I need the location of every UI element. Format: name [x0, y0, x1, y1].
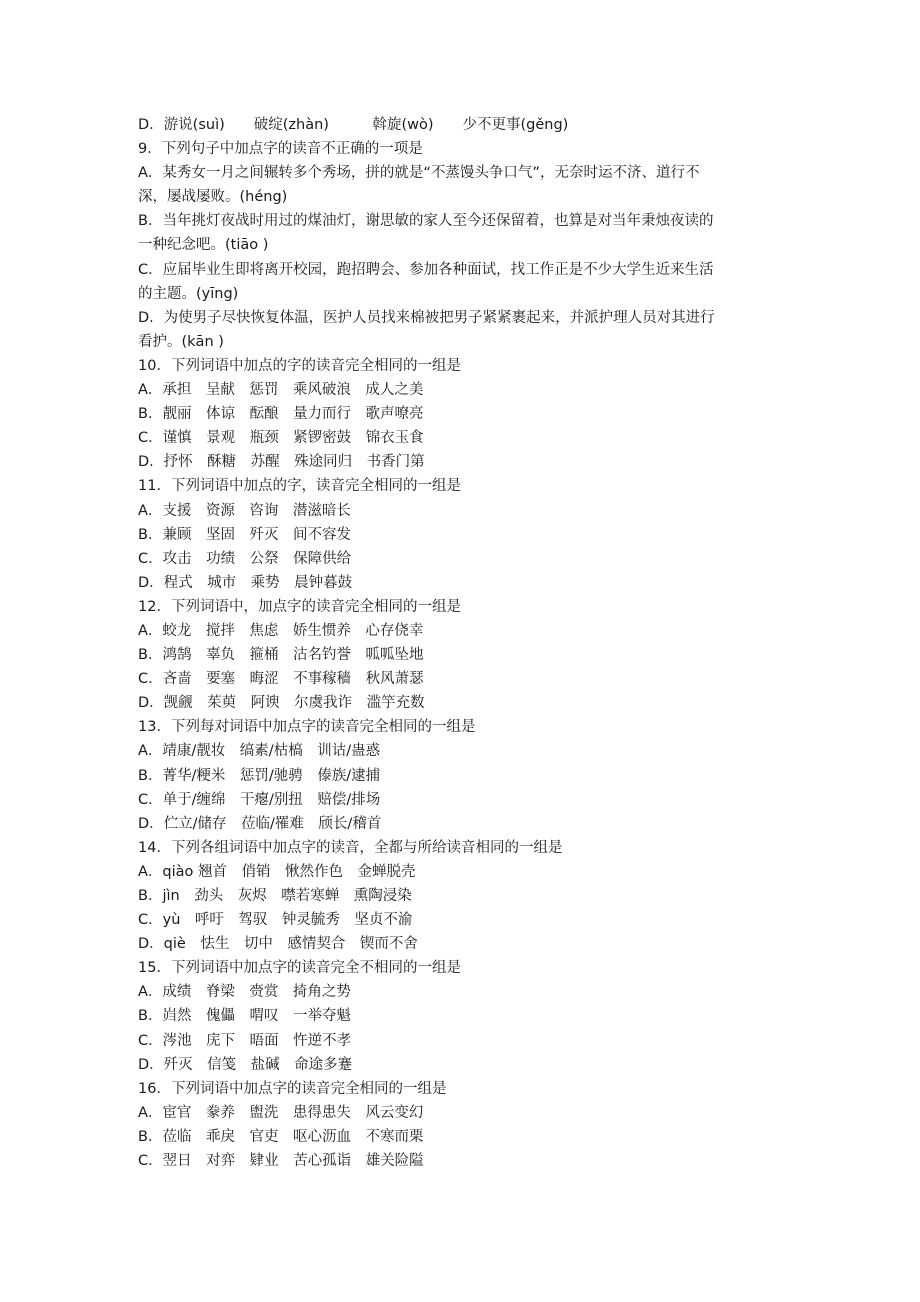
text-line: C．应届毕业生即将离开校园，跑招聘会、参加各种面试，找工作正是不少大学生近来生活	[138, 261, 714, 278]
text-line: 一种纪念吧。(tiāo )	[138, 237, 269, 254]
text-line: 14．下列各组词语中加点字的读音，全都与所给读音相同的一组是	[138, 839, 563, 856]
document-body	[138, 113, 788, 1173]
text-line: B．jìn 劲头 灰烬 噤若寒蝉 熏陶浸染	[138, 888, 412, 904]
text-line: B．莅临 乖戾 官吏 呕心沥血 不寒而栗	[138, 1128, 424, 1145]
text-line: B．兼顾 坚固 歼灭 间不容发	[138, 526, 351, 543]
text-line: B．岿然 傀儡 喟叹 一举夺魁	[138, 1008, 351, 1025]
text-line: C．涔池 庑下 晤面 忤逆不孝	[138, 1032, 352, 1049]
text-line: 15．下列词语中加点字的读音完全不相同的一组是	[138, 960, 461, 977]
text-line: 13．下列每对词语中加点字的读音完全相同的一组是	[138, 719, 476, 736]
text-line: D．程式 城市 乘势 晨钟暮鼓	[138, 574, 353, 591]
text-line: B．鸿鹄 辜负 箍桶 沽名钓誉 呱呱坠地	[138, 647, 424, 664]
text-line: A．某秀女一月之间辗转多个秀场，拼的就是“不蒸馒头争口气”，无奈时运不济、道行不	[138, 165, 700, 182]
text-line: 12．下列词语中，加点字的读音完全相同的一组是	[138, 598, 461, 615]
text-line: C．吝啬 要塞 晦涩 不事稼穑 秋风萧瑟	[138, 671, 424, 688]
text-line: A．qiào 翘首 俏销 愀然作色 金蝉脱壳	[138, 863, 416, 880]
text-line: A．承担 呈献 惩罚 乘风破浪 成人之美	[138, 382, 424, 399]
text-line: B．靓丽 体谅 酝酿 量力而行 歌声嘹亮	[138, 406, 424, 423]
text-line: C．yù 呼吁 驾驭 钟灵毓秀 坚贞不渝	[138, 912, 413, 929]
text-line: A．支援 资源 咨询 潜滋暗长	[138, 502, 351, 519]
text-line: D．抒怀 酥糖 苏醒 殊途同归 书香门第	[138, 454, 425, 471]
text-line: C．攻击 功绩 公祭 保障供给	[138, 550, 352, 567]
text-line: C．谨慎 景观 瓶颈 紧锣密鼓 锦衣玉食	[138, 430, 424, 447]
text-line: 的主题。(yīng)	[138, 285, 239, 302]
text-line: A．成绩 脊梁 赍赏 掎角之势	[138, 984, 351, 1001]
text-line: D．qiè 怯生 切中 感情契合 锲而不舍	[138, 936, 418, 953]
text-line: D．觊觎 茱萸 阿谀 尔虞我诈 滥竽充数	[138, 695, 425, 712]
text-line: D．游说(suì) 破绽(zhàn) 斡旋(wò) 少不更事(gěng)	[138, 117, 569, 133]
text-line: C．翌日 对弈 肄业 苦心孤诣 雄关险隘	[138, 1153, 424, 1170]
text-line: 9．下列句子中加点字的读音不正确的一项是	[138, 141, 423, 158]
text-line: A．蛟龙 搅拌 焦虑 娇生惯养 心存侥幸	[138, 622, 424, 639]
text-line: 10．下列词语中加点的字的读音完全相同的一组是	[138, 357, 461, 374]
text-line: 16．下列词语中加点字的读音完全相同的一组是	[138, 1080, 447, 1097]
text-line: D．伫立/储存 莅临/罹难 颀长/稽首	[138, 815, 382, 832]
text-line: D．歼灭 信笺 盐碱 命途多蹇	[138, 1056, 353, 1073]
text-line: A．宦官 豢养 盥洗 患得患失 风云变幻	[138, 1104, 424, 1121]
text-line: 看护。(kān )	[138, 333, 224, 350]
text-line: 深，屡战屡败。(héng)	[138, 189, 288, 206]
text-line: B．当年挑灯夜战时用过的煤油灯，谢思敏的家人至今还保留着，也算是对当年秉烛夜读的	[138, 213, 714, 230]
text-line: C．单于/缠绵 干瘪/别扭 赔偿/排场	[138, 791, 381, 808]
text-line: B．菁华/粳米 惩罚/驰骋 傣族/逮捕	[138, 767, 381, 784]
text-line: D．为使男子尽快恢复体温，医护人员找来棉被把男子紧紧裹起来，并派护理人员对其进行	[138, 309, 715, 326]
text-line: 11．下列词语中加点的字，读音完全相同的一组是	[138, 478, 461, 495]
text-line: A．靖康/靓妆 缟素/枯槁 训诂/蛊惑	[138, 743, 381, 760]
